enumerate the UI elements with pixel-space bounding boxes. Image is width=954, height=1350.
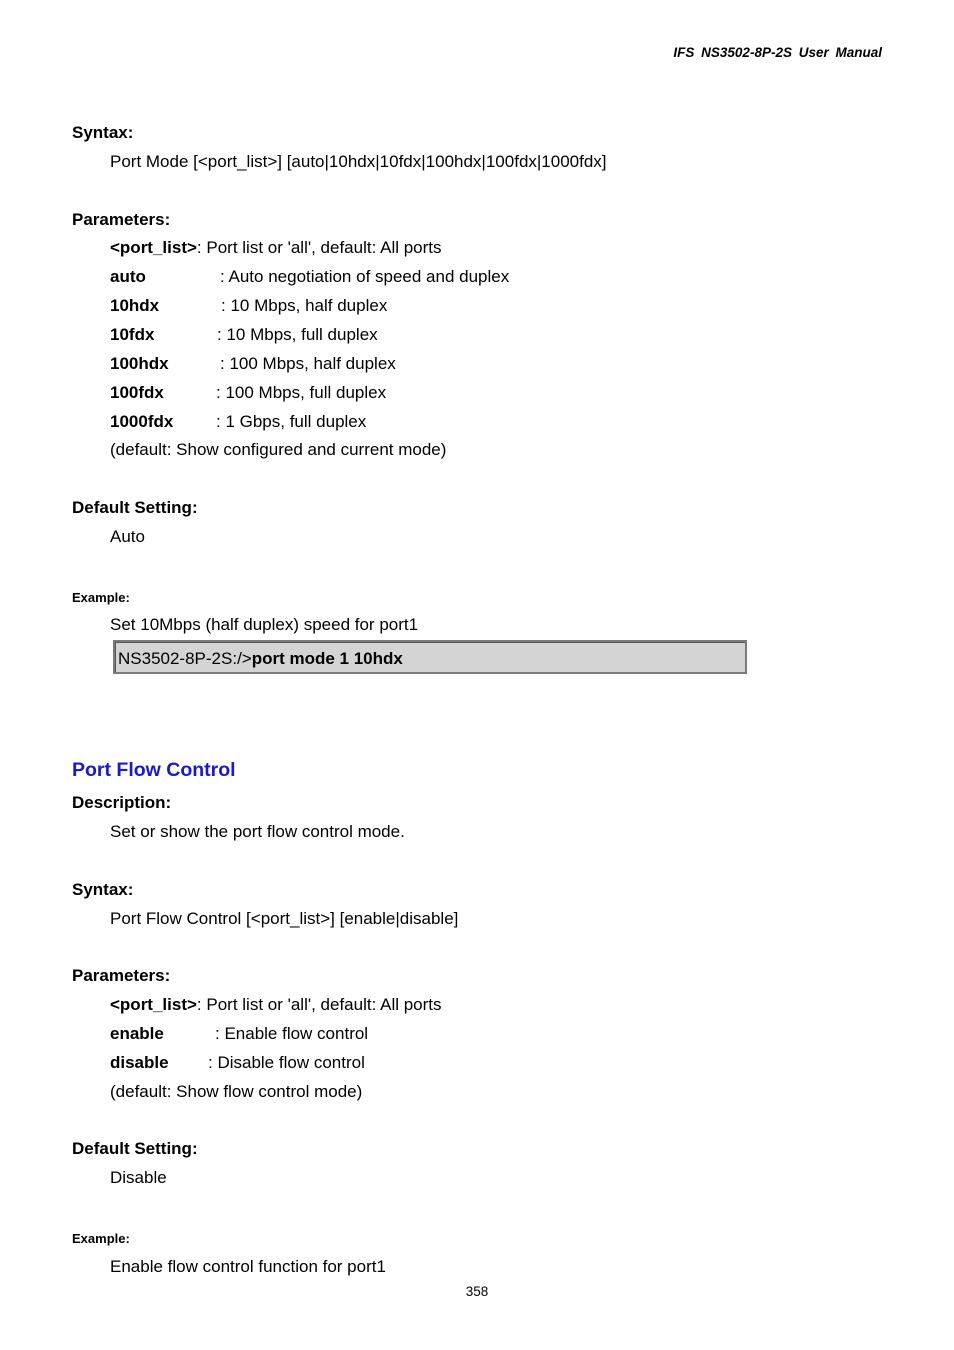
syntax-text: Port Mode [<port_list>] [auto|10hdx|10fdx|100hdx|100fdx|1000fdx] (110, 152, 607, 171)
example-text: Set 10Mbps (half duplex) speed for port1 (110, 615, 419, 634)
syntax-label: Syntax: (72, 123, 134, 142)
default-setting-label: Default Setting: (72, 498, 198, 517)
param-key: <port_list> (110, 995, 197, 1014)
param-desc: : 100 Mbps, half duplex (220, 354, 396, 373)
param-key: 10hdx (110, 296, 160, 315)
param-desc: : Enable flow control (215, 1024, 369, 1043)
param-desc: : Disable flow control (208, 1053, 365, 1072)
default-setting-label: Default Setting: (72, 1139, 198, 1158)
param-key: auto (110, 267, 146, 286)
parameters-label: Parameters: (72, 966, 171, 985)
param-row (110, 412, 366, 432)
param-key: 100hdx (110, 354, 169, 373)
param-desc: : Port list or 'all', default: All ports (196, 238, 442, 257)
param-key: 100fdx (110, 383, 164, 402)
param-key: 1000fdx (110, 412, 174, 431)
param-row (110, 995, 442, 1015)
param-desc: : 10 Mbps, full duplex (217, 325, 378, 344)
param-key: <port_list> (110, 238, 197, 257)
command-prompt: NS3502-8P-2S:/> (118, 649, 252, 668)
description-text: Set or show the port flow control mode. (110, 822, 405, 841)
param-key: 10fdx (110, 325, 155, 344)
params-default-note: (default: Show flow control mode) (110, 1082, 363, 1101)
command-line (118, 649, 403, 669)
running-header: IFS NS3502-8P-2S User Manual (673, 45, 882, 60)
param-desc: : 1 Gbps, full duplex (216, 412, 367, 431)
param-desc: : 100 Mbps, full duplex (216, 383, 387, 402)
param-row (110, 383, 386, 403)
command-box (113, 640, 747, 674)
param-row (110, 296, 387, 316)
param-row (110, 325, 378, 345)
param-row (110, 354, 396, 374)
param-desc: : 10 Mbps, half duplex (221, 296, 388, 315)
page-number: 358 (465, 1284, 489, 1299)
syntax-label: Syntax: (72, 880, 134, 899)
param-row (110, 267, 509, 287)
example-text: Enable flow control function for port1 (110, 1257, 386, 1276)
default-setting-value: Disable (110, 1168, 167, 1187)
param-key: enable (110, 1024, 164, 1043)
parameters-label: Parameters: (72, 210, 171, 229)
param-desc: : Port list or 'all', default: All ports (196, 995, 442, 1014)
description-label: Description: (72, 793, 172, 812)
example-label: Example: (72, 590, 130, 605)
param-row (110, 1024, 368, 1044)
example-label: Example: (72, 1231, 130, 1246)
default-setting-value: Auto (110, 527, 145, 546)
params-default-note: (default: Show configured and current mode) (110, 440, 447, 459)
param-desc: : Auto negotiation of speed and duplex (220, 267, 510, 286)
section-title: Port Flow Control (72, 759, 236, 781)
syntax-text: Port Flow Control [<port_list>] [enable|disable] (110, 909, 459, 928)
command-text: port mode 1 10hdx (251, 649, 403, 668)
param-row (110, 1053, 365, 1073)
param-row (110, 238, 442, 258)
param-key: disable (110, 1053, 169, 1072)
